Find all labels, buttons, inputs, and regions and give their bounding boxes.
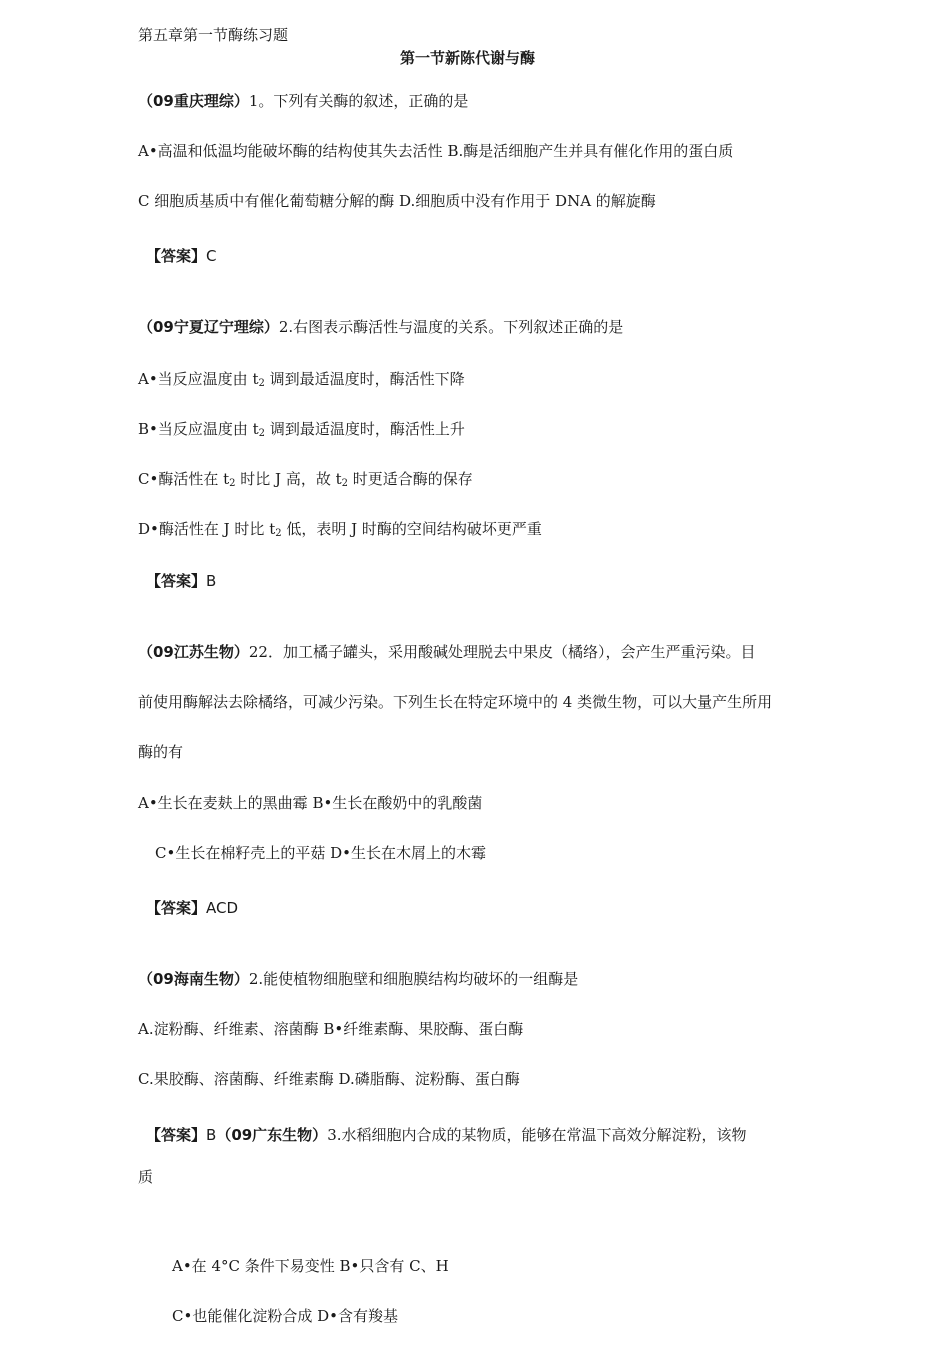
question-3-source: （09江苏生物） [138, 643, 249, 661]
question-4-answer: B [206, 1126, 217, 1144]
chapter-heading: 第五章第一节酶练习题 [138, 26, 289, 44]
question-3-options-ab: A•生长在麦麸上的黑曲霉 B•生长在酸奶中的乳酸菌 [138, 794, 483, 812]
question-3-stem-line-1: （09江苏生物）22．加工橘子罐头，采用酸碱处理脱去中果皮（橘络），会产生严重污染。目 [138, 643, 756, 661]
question-5-options-cd: C•也能催化淀粉合成 D•含有羧基 [172, 1307, 398, 1325]
question-2-option-b: B•当反应温度由 $t_2$ 调到最适温度时，酶活性上升 [138, 420, 465, 439]
question-2-stem: （09宁夏辽宁理综）2.右图表示酶活性与温度的关系。下列叙述正确的是 [138, 318, 624, 336]
question-4-options-cd: C.果胶酶、溶菌酶、纤维素酶 D.磷脂酶、淀粉酶、蛋白酶 [138, 1070, 520, 1088]
question-1-stem: （09重庆理综）1。下列有关酶的叙述，正确的是 [138, 92, 469, 110]
question-1-source: （09重庆理综） [138, 92, 249, 110]
question-4-stem: （09海南生物）2.能使植物细胞壁和细胞膜结构均破坏的一组酶是 [138, 970, 579, 988]
question-5-options-ab: A•在 4°C 条件下易变性 B•只含有 C、H [172, 1257, 449, 1275]
question-4-source: （09海南生物） [138, 970, 249, 988]
question-5-stem-line-1: 【答案】B（09广东生物）3.水稻细胞内合成的某物质，能够在常温下高效分解淀粉，该物 [146, 1126, 747, 1144]
question-3-stem-line-3: 酶的有 [138, 743, 184, 761]
section-title: 第一节新陈代谢与酶 [400, 49, 536, 67]
question-3-options-cd: C•生长在棉籽壳上的平菇 D•生长在木屑上的木霉 [155, 844, 486, 862]
question-4-options-ab: A.淀粉酶、纤维素、溶菌酶 B•纤维素酶、果胶酶、蛋白酶 [138, 1020, 524, 1038]
question-1-options-ab: A•高温和低温均能破坏酶的结构使其失去活性 B.酶是活细胞产生并具有催化作用的蛋白质 [138, 142, 734, 160]
question-1-options-cd: C 细胞质基质中有催化葡萄糖分解的酶 D.细胞质中没有作用于 DNA 的解旋酶 [138, 192, 656, 210]
question-5-stem-line-2: 质 [138, 1168, 154, 1186]
question-4-answer-label: 【答案】 [146, 1126, 207, 1144]
question-2-answer: 【答案】B [146, 572, 217, 590]
question-1-answer: 【答案】C [146, 247, 217, 265]
question-2-option-d: D•酶活性在 J 时比 $t_2$ 低，表明 J 时酶的空间结构破坏更严重 [138, 520, 542, 539]
question-3-answer: 【答案】ACD [146, 899, 239, 917]
question-5-source: （09广东生物） [216, 1126, 328, 1144]
question-3-stem-line-2: 前使用酶解法去除橘络，可减少污染。下列生长在特定环境中的 4 类微生物，可以大量产生所用 [138, 693, 773, 711]
question-2-source: （09宁夏辽宁理综） [138, 318, 279, 336]
question-2-option-a: A•当反应温度由 $t_2$ 调到最适温度时，酶活性下降 [138, 370, 465, 389]
question-2-option-c: C•酶活性在 $t_2$ 时比 J 高，故 $t_2$ 时更适合酶的保存 [138, 470, 473, 489]
